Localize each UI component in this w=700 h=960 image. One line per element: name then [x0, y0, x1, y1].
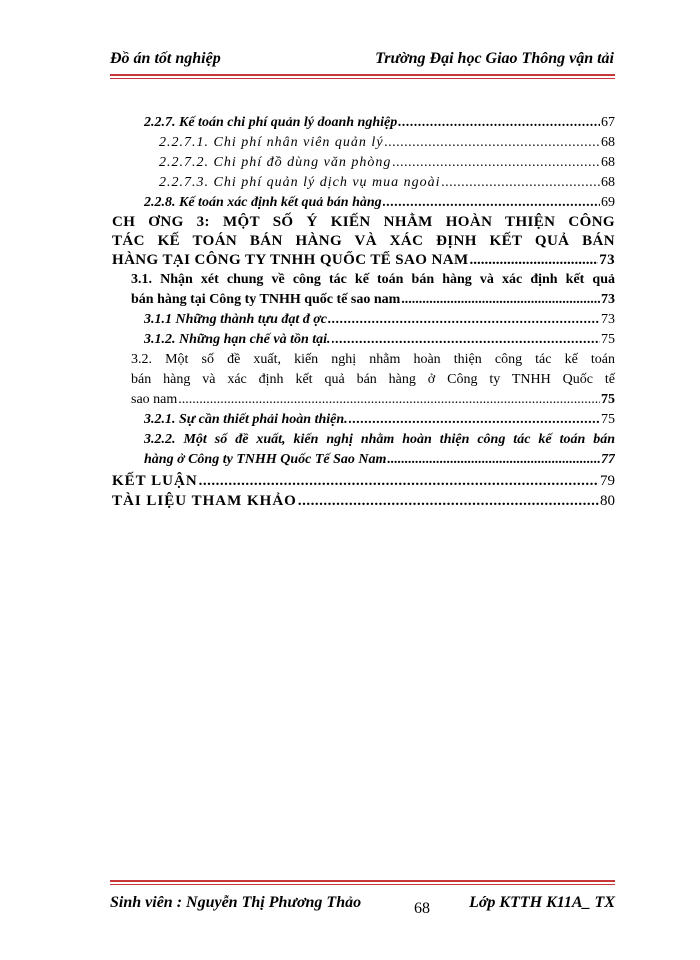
page-number: 68 [414, 900, 430, 917]
toc-leader-dots [178, 390, 600, 410]
toc-entry-title: KẾT LUẬN [112, 473, 198, 489]
footer-rule-thick [110, 880, 615, 882]
toc-page-number: 73 [599, 252, 615, 268]
toc-page-number: 68 [601, 155, 615, 170]
toc-page-number: 77 [601, 452, 615, 467]
toc-entry-3-1-2[interactable] [112, 330, 615, 350]
toc-entry-3-2-2[interactable] [112, 430, 615, 470]
toc-leader-dots [349, 410, 600, 430]
toc-entry-line: bán hàng tại Công ty TNHH quốc tế sao nam [131, 292, 401, 307]
toc-leader-dots [328, 310, 600, 330]
toc-page-number: 68 [601, 175, 615, 190]
toc-entry-2-2-8[interactable] [112, 193, 615, 213]
toc-chapter-line: HÀNG TẠI CÔNG TY TNHH QUỐC TẾ SAO NAM [112, 252, 469, 268]
toc-leader-dots [199, 471, 599, 491]
toc-entry-2-2-7-3[interactable] [112, 173, 615, 193]
toc-entry-line: hàng ở Công ty TNHH Quốc Tế Sao Nam [144, 452, 387, 467]
toc-entry-title: 2.2.7.2. Chi phí đồ dùng văn phòng [159, 155, 392, 170]
toc-entry-line: 3.1. Nhận xét chung về công tác kế toán bán hàng và xác định kết quả [131, 272, 615, 287]
toc-chapter-line: CH ƠNG 3: MỘT SỐ Ý KIẾN NHẰM HOÀN THIỆN CÔNG [112, 214, 615, 230]
footer-rule-thin [110, 884, 615, 885]
toc-page-number: 75 [601, 412, 615, 427]
toc-page-number: 79 [600, 473, 615, 489]
toc-leader-dots [383, 193, 600, 213]
toc-leader-dots [401, 290, 600, 310]
toc-entry-line: 3.2.2. Một số đề xuất, kiến nghị nhằm hoàn thiện công tác kế toán bán [144, 432, 615, 447]
toc-entry-title: 2.2.7. Kế toán chi phí quản lý doanh nghiệp [144, 115, 398, 130]
toc-entry-3-2[interactable] [112, 350, 615, 410]
toc-page-number: 80 [600, 493, 615, 509]
header-rule-thin [110, 78, 615, 79]
toc-entry-3-1[interactable] [112, 270, 615, 310]
toc-entry-line: 3.2. Một số đề xuất, kiến nghị nhằm hoàn thiện công tác kế toán [131, 352, 615, 367]
toc-leader-dots [398, 113, 600, 133]
toc-leader-dots [392, 153, 600, 173]
toc-entry-3-1-1[interactable] [112, 310, 615, 330]
toc-page-number: 73 [601, 292, 615, 307]
toc-entry-2-2-7-2[interactable] [112, 153, 615, 173]
toc-entry-references[interactable] [112, 491, 615, 511]
toc-page-number: 67 [601, 115, 615, 130]
toc-entry-conclusion[interactable] [112, 471, 615, 491]
toc-entry-title: 2.2.8. Kế toán xác định kết quả bán hàng [144, 195, 382, 210]
header-university: Trường Đại học Giao Thông vận tải [375, 50, 614, 67]
toc-entry-title: 3.1.1 Những thành tựu đạt đ ợc [144, 312, 327, 327]
toc-entry-line: bán hàng và xác định kết quả bán hàng ở Công ty TNHH Quốc tế [131, 372, 615, 387]
toc-leader-dots [387, 450, 600, 470]
toc-page-number: 69 [601, 195, 615, 210]
toc-entry-title: 2.2.7.1. Chi phí nhân viên quản lý [159, 135, 384, 150]
toc-page-number: 75 [601, 392, 615, 407]
toc-entry-3-2-1[interactable] [112, 410, 615, 430]
toc-page-number: 73 [601, 312, 615, 327]
toc-page-number: 68 [601, 135, 615, 150]
toc-entry-title: 3.2.1. Sự cần thiết phải hoàn thiện. [144, 412, 348, 427]
toc-entry-line: sao nam [131, 392, 178, 407]
header-rule-thick [110, 74, 615, 76]
header-document-title: Đồ án tốt nghiệp [110, 50, 221, 67]
toc-leader-dots [298, 491, 599, 511]
toc-entry-chapter-3[interactable] [112, 213, 615, 270]
toc-entry-2-2-7-1[interactable] [112, 133, 615, 153]
toc-page-number: 75 [601, 332, 615, 347]
toc-leader-dots [385, 133, 600, 153]
toc-entry-title: TÀI LIỆU THAM KHẢO [112, 493, 297, 509]
footer-student-name: Sinh viên : Nguyễn Thị Phương Thảo [110, 894, 362, 911]
toc-entry-title: 3.1.2. Những hạn chế và tồn tại. [144, 332, 331, 347]
toc-leader-dots [332, 330, 600, 350]
toc-entry-2-2-7[interactable] [112, 113, 615, 133]
toc-leader-dots [470, 251, 599, 270]
footer-class: Lớp KTTH K11A_ TX [469, 894, 615, 911]
toc-chapter-line: TÁC KẾ TOÁN BÁN HÀNG VÀ XÁC ĐỊNH KẾT QUẢ BÁN [112, 233, 615, 249]
toc-leader-dots [442, 173, 600, 193]
table-of-contents [112, 113, 615, 511]
toc-entry-title: 2.2.7.3. Chi phí quản lý dịch vụ mua ngoài [159, 175, 441, 190]
